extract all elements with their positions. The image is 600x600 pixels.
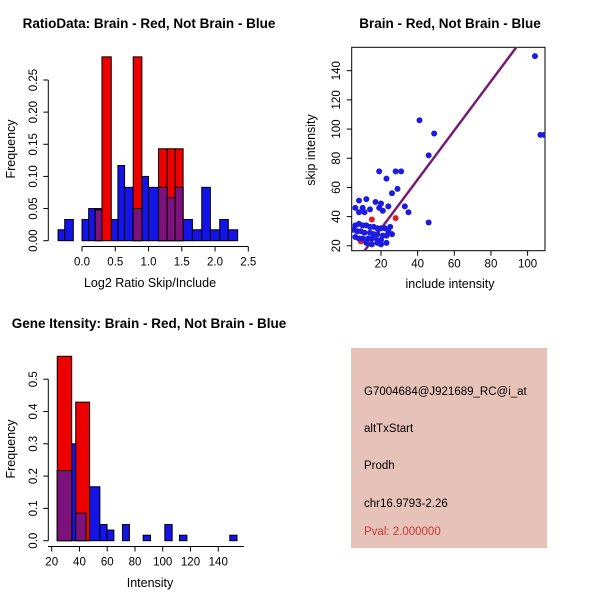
svg-text:0.20: 0.20 [28, 100, 40, 124]
svg-text:include intensity: include intensity [405, 277, 495, 291]
svg-text:0.4: 0.4 [28, 403, 40, 420]
svg-text:20: 20 [45, 556, 59, 569]
svg-text:60: 60 [447, 258, 461, 271]
svg-text:100: 100 [331, 119, 343, 139]
gene-info-card [351, 348, 547, 548]
gene-intensity-histogram-chart [0, 300, 300, 600]
svg-text:120: 120 [331, 90, 343, 110]
svg-text:Frequency: Frequency [4, 419, 18, 479]
svg-text:0.05: 0.05 [28, 197, 40, 220]
svg-text:2.5: 2.5 [240, 256, 257, 269]
gene-name-text: Prodh [364, 460, 395, 472]
panel-ratio-histogram [0, 0, 300, 300]
svg-text:Brain - Red, Not Brain - Blue: Brain - Red, Not Brain - Blue [359, 16, 541, 31]
panel-intensity-scatter [300, 0, 600, 300]
svg-text:0.15: 0.15 [28, 133, 40, 156]
event-type-text: altTxStart [364, 423, 414, 435]
svg-text:80: 80 [128, 556, 142, 569]
svg-text:RatioData: Brain - Red, Not Br: RatioData: Brain - Red, Not Brain - Blue [22, 16, 276, 31]
svg-text:1.5: 1.5 [173, 256, 190, 269]
svg-text:140: 140 [208, 556, 228, 569]
ratio-histogram-chart [0, 0, 300, 300]
skip-include-scatter-chart [300, 0, 600, 300]
svg-text:0.25: 0.25 [28, 68, 40, 92]
panel-gene-intensity-histogram [0, 300, 300, 600]
svg-text:0.0: 0.0 [74, 256, 90, 269]
svg-text:80: 80 [484, 258, 498, 271]
svg-text:Log2 Ratio Skip/Include: Log2 Ratio Skip/Include [83, 276, 217, 290]
probe-id-text: G7004684@J921689_RC@i_at [364, 386, 527, 398]
svg-text:40: 40 [331, 210, 343, 224]
svg-text:0.5: 0.5 [107, 256, 124, 269]
svg-text:Gene Itensity: Brain - Red, No: Gene Itensity: Brain - Red, Not Brain - Blue [11, 316, 287, 331]
panel-gene-info [300, 300, 600, 600]
svg-text:20: 20 [331, 239, 343, 253]
svg-text:Intensity: Intensity [126, 576, 174, 590]
svg-text:skip intensity: skip intensity [304, 114, 318, 186]
svg-text:Frequency: Frequency [4, 119, 18, 179]
svg-text:100: 100 [518, 258, 538, 271]
svg-text:0.5: 0.5 [28, 371, 40, 388]
svg-text:60: 60 [331, 181, 343, 194]
svg-text:0.3: 0.3 [28, 435, 40, 452]
pvalue-text: Pval: 2.000000 [364, 526, 441, 538]
svg-text:140: 140 [331, 61, 343, 81]
svg-text:80: 80 [331, 151, 343, 165]
chromosome-location-text: chr16.9793-2.26 [364, 498, 448, 510]
svg-text:100: 100 [153, 556, 173, 569]
svg-text:40: 40 [411, 258, 425, 271]
svg-text:1.0: 1.0 [140, 256, 157, 269]
svg-text:40: 40 [73, 556, 86, 569]
svg-text:0.1: 0.1 [28, 500, 40, 517]
svg-text:0.0: 0.0 [28, 532, 40, 549]
svg-text:0.2: 0.2 [28, 468, 40, 485]
svg-text:20: 20 [374, 258, 388, 271]
svg-text:2.0: 2.0 [207, 256, 224, 269]
svg-text:120: 120 [180, 556, 201, 569]
svg-text:0.00: 0.00 [28, 229, 40, 252]
svg-text:60: 60 [100, 556, 114, 569]
svg-text:0.10: 0.10 [28, 165, 40, 188]
